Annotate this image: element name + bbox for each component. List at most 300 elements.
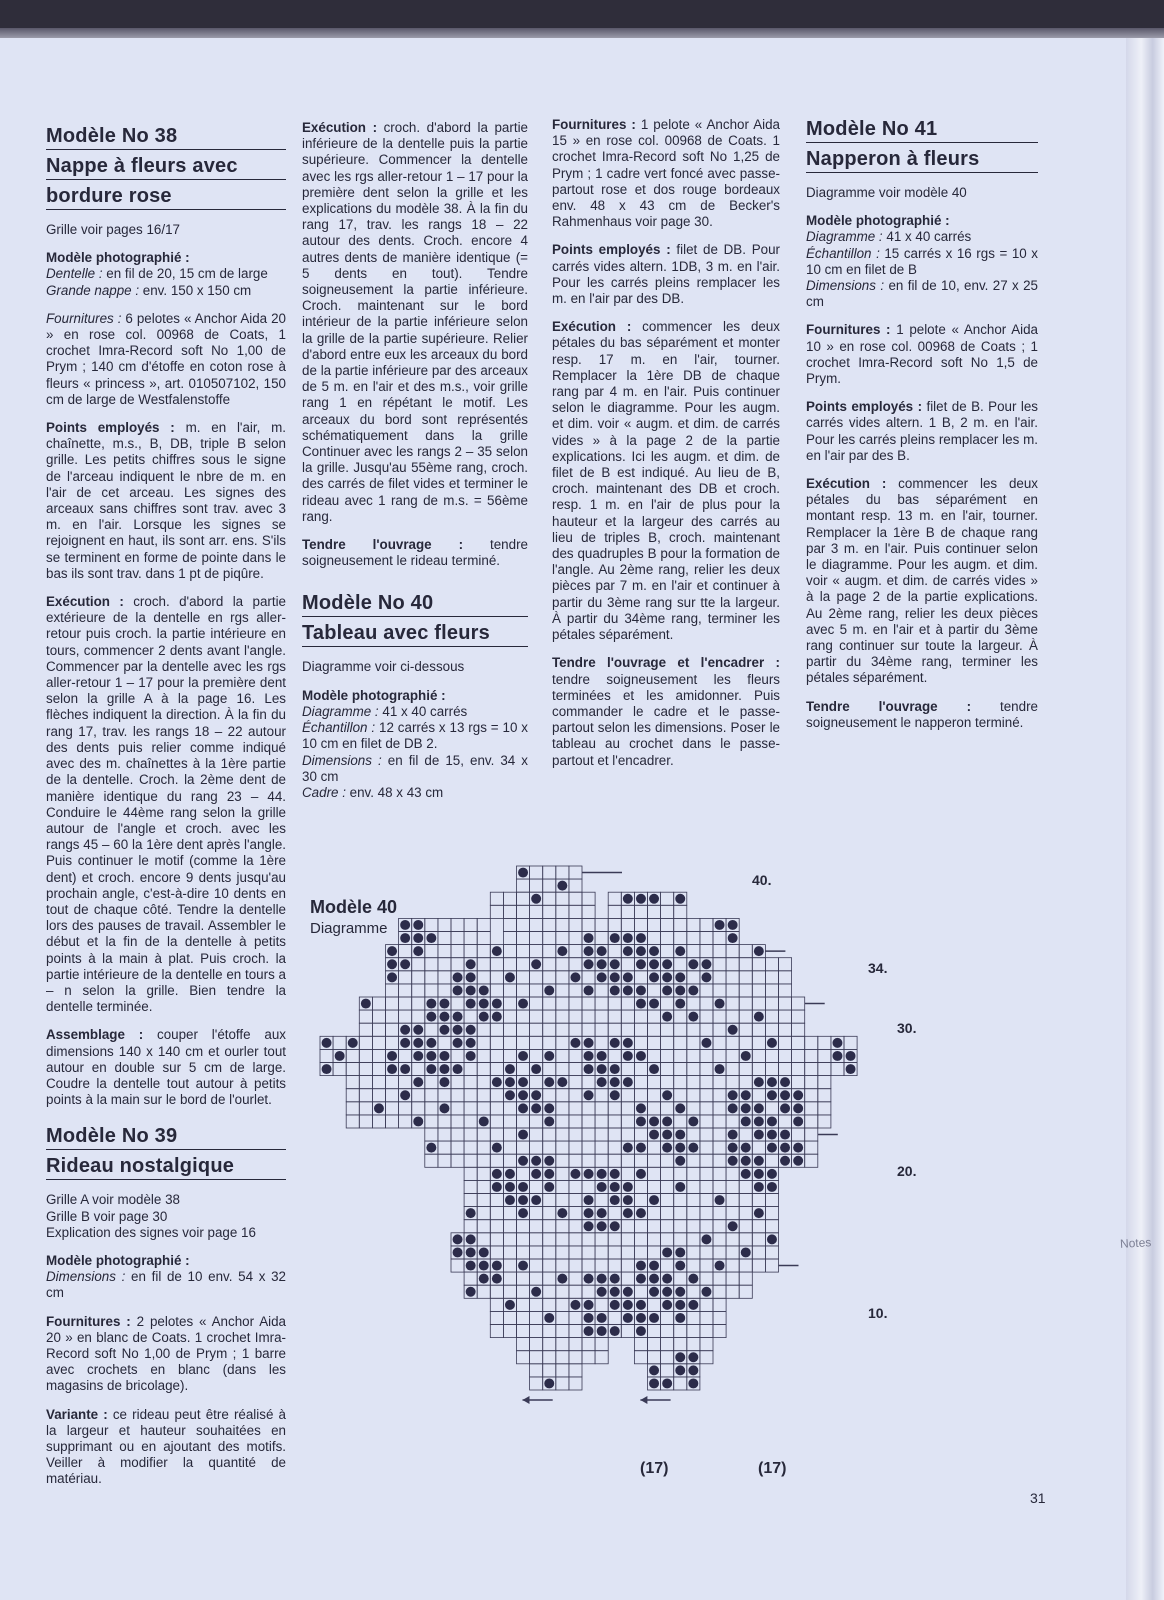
grid-cell: [477, 1220, 490, 1233]
grid-cell: [346, 1049, 359, 1062]
filled-square-dot: [518, 1090, 528, 1100]
grid-cell: [477, 1063, 490, 1076]
grid-cell: [661, 1220, 674, 1233]
grid-cell: [569, 918, 582, 931]
grid-cell: [517, 905, 530, 918]
grid-cell: [739, 1259, 752, 1272]
grid-cell: [477, 932, 490, 945]
filled-square-dot: [584, 1274, 594, 1284]
grid-cell: [412, 1102, 425, 1115]
diagram-title: Modèle 40: [310, 897, 398, 917]
model-39-fournitures: [46, 1314, 286, 1395]
filled-square-dot: [597, 1208, 607, 1218]
grid-cell: [700, 1298, 713, 1311]
grid-cell: [752, 1036, 765, 1049]
grid-cell: [634, 918, 647, 931]
grid-cell: [726, 971, 739, 984]
row-label-30: 30.: [897, 1020, 917, 1036]
grid-cell: [451, 1259, 464, 1272]
filled-square-dot: [662, 1090, 672, 1100]
grid-cell: [595, 984, 608, 997]
column-4: [806, 117, 1038, 743]
grid-cell: [464, 1194, 477, 1207]
row-label-20: 20.: [897, 1163, 917, 1179]
grid-cell: [464, 1010, 477, 1023]
diagramme-label: Diagramme :: [302, 703, 379, 719]
grid-cell: [608, 1102, 621, 1115]
model-39-heading: [46, 1124, 286, 1180]
filled-square-dot: [754, 1077, 764, 1087]
grid-cell: [648, 1076, 661, 1089]
filled-square-dot: [741, 1169, 751, 1179]
grid-cell: [621, 918, 634, 931]
grid-cell: [713, 1272, 726, 1285]
filled-square-dot: [518, 1130, 528, 1140]
grid-cell: [569, 945, 582, 958]
filled-square-dot: [361, 999, 371, 1009]
grid-cell: [726, 958, 739, 971]
grid-cell: [451, 945, 464, 958]
grid-cell: [517, 1233, 530, 1246]
filled-square-dot: [557, 946, 567, 956]
model-40-heading: [302, 591, 528, 647]
photo-label: Modèle photographié :: [46, 250, 190, 266]
model-41-execution: [806, 476, 1038, 687]
filled-square-dot: [531, 1090, 541, 1100]
grid-cell: [569, 1351, 582, 1364]
filled-square-dot: [466, 1051, 476, 1061]
filled-square-dot: [518, 1156, 528, 1166]
filled-square-dot: [453, 1012, 463, 1022]
filled-square-dot: [610, 1274, 620, 1284]
filled-square-dot: [479, 999, 489, 1009]
grid-cell: [661, 1063, 674, 1076]
grid-cell: [726, 1049, 739, 1062]
grid-cell: [661, 1325, 674, 1338]
grid-cell: [661, 1167, 674, 1180]
grid-cell: [543, 1246, 556, 1259]
filled-square-dot: [767, 1077, 777, 1087]
grid-cell: [621, 1063, 634, 1076]
grid-cell: [543, 1010, 556, 1023]
grid-cell: [661, 1351, 674, 1364]
filled-square-dot: [649, 1274, 659, 1284]
grid-cell: [490, 1194, 503, 1207]
row-label-34: 34.: [868, 960, 888, 976]
grid-cell: [608, 1141, 621, 1154]
grid-cell: [386, 1115, 399, 1128]
grid-cell: [621, 1167, 634, 1180]
grid-cell: [451, 1089, 464, 1102]
filled-square-dot: [649, 999, 659, 1009]
grid-cell: [464, 945, 477, 958]
grid-cell: [700, 918, 713, 931]
filled-square-dot: [466, 1025, 476, 1035]
filled-square-dot: [426, 1143, 436, 1153]
grid-cell: [713, 1220, 726, 1233]
grid-cell: [438, 945, 451, 958]
filled-square-dot: [846, 1064, 856, 1074]
grid-cell: [346, 1089, 359, 1102]
grid-cell: [648, 1298, 661, 1311]
filled-square-dot: [649, 1313, 659, 1323]
dimensions-value: en fil de 15, env. 34 x 30 cm: [302, 752, 528, 784]
grid-cell: [595, 1338, 608, 1351]
grid-cell: [674, 1063, 687, 1076]
grid-cell: [805, 1141, 818, 1154]
grid-cell: [700, 1207, 713, 1220]
grid-cell: [438, 1089, 451, 1102]
tendre-text: tendre soigneusement le napperon terminé.: [806, 698, 1038, 730]
filled-square-dot: [557, 1274, 567, 1284]
filled-square-dot: [754, 1012, 764, 1022]
filled-square-dot: [466, 972, 476, 982]
filled-square-dot: [387, 1051, 397, 1061]
grid-cell: [399, 971, 412, 984]
grid-cell: [595, 1154, 608, 1167]
filled-square-dot: [649, 1261, 659, 1271]
filled-square-dot: [439, 1025, 449, 1035]
grid-cell: [412, 1010, 425, 1023]
execution-text: commencer les deux pétales du bas séparément en montant resp. 13 m. en l'air, tourner. Remplacer la 1ère B de chaque rang par 3 m. en l'air. Puis continuer selon le diagramme. Pour les augm. et dim. voir « augm. et dim. de carrés vides » à la page 2 de la partie explications. Au 2ème rang, relier les deux pièces avec 5 m. en l'air et à partir du 3ème rang continuer sur toute la largeur. À partir du 34ème rang, terminer les pétales séparément.: [806, 476, 1038, 686]
grid-cell: [726, 1272, 739, 1285]
grid-cell: [464, 1102, 477, 1115]
model-39-number: Modèle No 39: [46, 1124, 286, 1150]
grid-cell: [608, 892, 621, 905]
grid-cell: [503, 1207, 516, 1220]
grid-cell: [464, 1180, 477, 1193]
grid-cell: [661, 1338, 674, 1351]
grid-cell: [372, 1076, 385, 1089]
grid-cell: [634, 1246, 647, 1259]
filled-square-dot: [636, 985, 646, 995]
filled-square-dot: [767, 1143, 777, 1153]
filled-square-dot: [767, 1090, 777, 1100]
filled-square-dot: [741, 1156, 751, 1166]
filled-square-dot: [466, 985, 476, 995]
filled-square-dot: [688, 1300, 698, 1310]
grid-cell: [464, 1220, 477, 1233]
grid-cell: [582, 1023, 595, 1036]
grid-cell: [517, 1167, 530, 1180]
grid-cell: [726, 1180, 739, 1193]
grid-cell: [569, 1285, 582, 1298]
grid-cell: [556, 1010, 569, 1023]
grid-cell: [543, 1128, 556, 1141]
grid-cell: [726, 1167, 739, 1180]
column-1: [46, 124, 286, 1500]
grid-cell: [648, 1220, 661, 1233]
filled-square-dot: [623, 1208, 633, 1218]
grid-cell: [779, 971, 792, 984]
grid-cell: [765, 1220, 778, 1233]
grid-cell: [779, 1049, 792, 1062]
grid-cell: [556, 1285, 569, 1298]
grid-cell: [687, 1154, 700, 1167]
grid-cell: [595, 1010, 608, 1023]
grid-cell: [477, 1102, 490, 1115]
grid-cell: [359, 1049, 372, 1062]
filled-square-dot: [597, 1287, 607, 1297]
filled-square-dot: [610, 959, 620, 969]
grid-cell: [700, 1180, 713, 1193]
grid-cell: [569, 1154, 582, 1167]
filled-square-dot: [610, 1182, 620, 1192]
grid-cell: [713, 1246, 726, 1259]
grid-cell: [451, 918, 464, 931]
dentelle-value: en fil de 20, 15 cm de large: [102, 266, 268, 282]
filled-square-dot: [584, 946, 594, 956]
model-41-number: Modèle No 41: [806, 117, 1038, 143]
grid-cell: [739, 1076, 752, 1089]
filled-square-dot: [466, 999, 476, 1009]
grid-cell: [634, 971, 647, 984]
filled-square-dot: [675, 1287, 685, 1297]
row-label-40: 40.: [752, 872, 772, 888]
grid-cell: [399, 1010, 412, 1023]
grid-cell: [569, 1010, 582, 1023]
filled-square-dot: [387, 1064, 397, 1074]
filled-square-dot: [426, 933, 436, 943]
grid-cell: [700, 1351, 713, 1364]
grid-cell: [687, 1063, 700, 1076]
filled-square-dot: [557, 881, 567, 891]
grid-cell: [503, 892, 516, 905]
filled-square-dot: [400, 920, 410, 930]
grid-cell: [503, 918, 516, 931]
filled-square-dot: [413, 1116, 423, 1126]
filled-square-dot: [623, 1313, 633, 1323]
filled-square-dot: [544, 985, 554, 995]
grid-cell: [674, 1220, 687, 1233]
grid-cell: [477, 1141, 490, 1154]
filled-square-dot: [675, 1261, 685, 1271]
grid-cell: [661, 1049, 674, 1062]
model-38-assemblage: [46, 1027, 286, 1108]
grid-cell: [621, 1233, 634, 1246]
filled-square-dot: [610, 1090, 620, 1100]
grid-cell: [765, 1207, 778, 1220]
grid-cell: [517, 1351, 530, 1364]
grid-cell: [582, 1180, 595, 1193]
filled-square-dot: [780, 1077, 790, 1087]
filled-square-dot: [662, 1012, 672, 1022]
grid-cell: [464, 1154, 477, 1167]
grid-cell: [412, 958, 425, 971]
grid-cell: [739, 1023, 752, 1036]
grid-cell: [464, 918, 477, 931]
grid-cell: [425, 984, 438, 997]
grid-cell: [556, 1259, 569, 1272]
grid-cell: [477, 1076, 490, 1089]
grid-cell: [595, 997, 608, 1010]
filled-square-dot: [662, 1300, 672, 1310]
model-38-points: [46, 420, 286, 582]
grid-cell: [608, 1233, 621, 1246]
grid-cell: [713, 1154, 726, 1167]
grid-cell: [569, 984, 582, 997]
grid-cell: [372, 997, 385, 1010]
tendre-label: Tendre l'ouvrage :: [302, 537, 464, 553]
grid-cell: [648, 1180, 661, 1193]
grid-cell: [648, 1207, 661, 1220]
filled-square-dot: [767, 1038, 777, 1048]
grid-cell: [661, 1154, 674, 1167]
grid-cell: [674, 1233, 687, 1246]
grid-cell: [438, 958, 451, 971]
grid-cell: [503, 1049, 516, 1062]
grid-cell: [844, 1036, 857, 1049]
filled-square-dot: [466, 1208, 476, 1218]
grid-cell: [700, 1141, 713, 1154]
filled-square-dot: [518, 1051, 528, 1061]
grid-cell: [608, 1115, 621, 1128]
grid-cell: [569, 1364, 582, 1377]
grid-cell: [543, 1325, 556, 1338]
grid-cell: [517, 1311, 530, 1324]
filled-square-dot: [610, 1287, 620, 1297]
grid-cell: [359, 1115, 372, 1128]
grid-cell: [674, 932, 687, 945]
filled-square-dot: [636, 1143, 646, 1153]
points-text: m. en l'air, m. chaînette, m.s., B, DB, triple B selon grille. Les petits chiffres sous le signe de l'arceau indiquent le nbre de m. en l'air de cet arceau. Les signes des arceaux sans chiffres sont trav. avec 3 m. en l'air. Lorsque les signes se rejoignent en haut, ils sont arr. ens. S'ils se terminent en forme de pointe dans le bas ils sont trav. dans 1 pt de piqûre.: [46, 420, 287, 581]
grid-cell: [700, 1259, 713, 1272]
grid-cell: [752, 1023, 765, 1036]
grid-cell: [569, 1141, 582, 1154]
grid-cell: [438, 1141, 451, 1154]
grid-cell: [687, 1325, 700, 1338]
grid-cell: [569, 1220, 582, 1233]
grid-cell: [713, 932, 726, 945]
grid-cell: [779, 997, 792, 1010]
grid-cell: [477, 918, 490, 931]
filled-square-dot: [531, 894, 541, 904]
grid-cell: [543, 1207, 556, 1220]
tendre-text: tendre soigneusement le rideau terminé.: [302, 537, 528, 569]
execution-text: croch. d'abord la partie inférieure de la dentelle puis la partie supérieure. Commencer la dentelle avec les rgs aller-retour 1 – 17 pour la première dent selon la grille et les explications du modèle 38. À la fin du rang 17, trav. les rangs 18 – 22 autour des dents. Croch. encore 4 autres dents de manière identique (= 5 dents en tout). Tendre soigneusement la partie inférieure. Croch. maintenant sur le bord intérieur de la partie inférieure selon la grille de la partie supérieure. Relier d'abord entre eux les arceaux du bord de la partie inférieure par des arceaux de 5 m. en l'air et des m.s., voir grille rang 1 en répétant le motif. Les arceaux du bord sont représentés schématiquement dans la grille Continuer avec les rangs 2 – 35 selon la grille. Jusqu'au 55ème rang, croch. des carrés de filet vides et terminer le rideau avec 1 rang de m.s. = 56ème rang.: [302, 120, 528, 524]
grid-cell: [582, 892, 595, 905]
filled-square-dot: [728, 920, 738, 930]
grid-cell: [569, 1246, 582, 1259]
grid-cell: [530, 945, 543, 958]
grid-cell: [556, 905, 569, 918]
filled-square-dot: [610, 1077, 620, 1087]
grid-cell: [530, 1377, 543, 1390]
grid-cell: [517, 984, 530, 997]
grid-cell: [621, 1023, 634, 1036]
filled-square-dot: [741, 1103, 751, 1113]
grid-cell: [713, 1023, 726, 1036]
grid-cell: [490, 1089, 503, 1102]
grid-cell: [792, 1049, 805, 1062]
grid-cell: [530, 1338, 543, 1351]
filled-square-dot: [413, 1025, 423, 1035]
grid-cell: [503, 1285, 516, 1298]
grid-cell: [543, 918, 556, 931]
filled-square-dot: [623, 985, 633, 995]
filled-square-dot: [623, 1182, 633, 1192]
grid-cell: [517, 1115, 530, 1128]
cadre-value: env. 48 x 43 cm: [345, 784, 444, 800]
filled-square-dot: [728, 1090, 738, 1100]
grid-cell: [621, 1246, 634, 1259]
filled-square-dot: [413, 920, 423, 930]
grid-cell: [792, 1063, 805, 1076]
grid-cell: [739, 1010, 752, 1023]
grid-cell: [595, 1128, 608, 1141]
execution-label: Exécution :: [302, 120, 378, 135]
grid-cell: [621, 1128, 634, 1141]
grid-cell: [464, 932, 477, 945]
model-38-grille: Grille voir pages 16/17: [46, 222, 180, 237]
grid-cell: [752, 1141, 765, 1154]
grid-cell: [569, 1233, 582, 1246]
grid-cell: [543, 932, 556, 945]
filled-square-dot: [636, 1326, 646, 1336]
grid-cell: [569, 1259, 582, 1272]
grille-a: Grille A voir modèle 38: [46, 1192, 180, 1208]
filled-square-dot: [610, 972, 620, 982]
filled-square-dot: [675, 1182, 685, 1192]
grid-cell: [556, 1298, 569, 1311]
filled-square-dot: [754, 946, 764, 956]
grid-cell: [792, 1010, 805, 1023]
filled-square-dot: [754, 1103, 764, 1113]
filled-square-dot: [675, 1143, 685, 1153]
filled-square-dot: [492, 1261, 502, 1271]
grid-cell: [543, 1141, 556, 1154]
model-41-fournitures: [806, 322, 1038, 387]
points-text: filet de DB. Pour carrés vides altern. 1DB, 3 m. en l'air. Pour les carrés pleins remplacer les m. en l'air par des DB.: [552, 242, 780, 307]
grid-cell: [674, 1115, 687, 1128]
filled-square-dot: [610, 985, 620, 995]
grid-cell: [477, 1194, 490, 1207]
grid-cell: [752, 997, 765, 1010]
photo-label: Modèle photographié :: [806, 213, 950, 229]
filled-square-dot: [584, 985, 594, 995]
grid-cell: [372, 1023, 385, 1036]
grid-cell: [595, 1259, 608, 1272]
grid-cell: [569, 1311, 582, 1324]
grid-cell: [726, 1194, 739, 1207]
grid-cell: [412, 984, 425, 997]
grid-cell: [372, 1036, 385, 1049]
assemblage-label: Assemblage :: [46, 1027, 144, 1043]
grid-cell: [752, 958, 765, 971]
model-38-photo: [46, 250, 286, 299]
grid-cell: [687, 1180, 700, 1193]
filled-square-dot: [570, 972, 580, 982]
grid-cell: [661, 1233, 674, 1246]
grid-cell: [386, 984, 399, 997]
grid-cell: [438, 984, 451, 997]
filled-square-dot: [518, 1103, 528, 1113]
filled-square-dot: [715, 999, 725, 1009]
filled-square-dot: [675, 1103, 685, 1113]
filled-square-dot: [426, 999, 436, 1009]
grid-cell: [569, 1102, 582, 1115]
filled-square-dot: [453, 1064, 463, 1074]
filled-square-dot: [636, 1116, 646, 1126]
filled-square-dot: [688, 1012, 698, 1022]
filled-square-dot: [675, 1352, 685, 1362]
filled-square-dot: [728, 1221, 738, 1231]
grid-cell: [464, 1115, 477, 1128]
grid-cell: [333, 1036, 346, 1049]
dentelle-label: Dentelle :: [46, 266, 103, 282]
grid-cell: [752, 1063, 765, 1076]
grid-cell: [412, 971, 425, 984]
